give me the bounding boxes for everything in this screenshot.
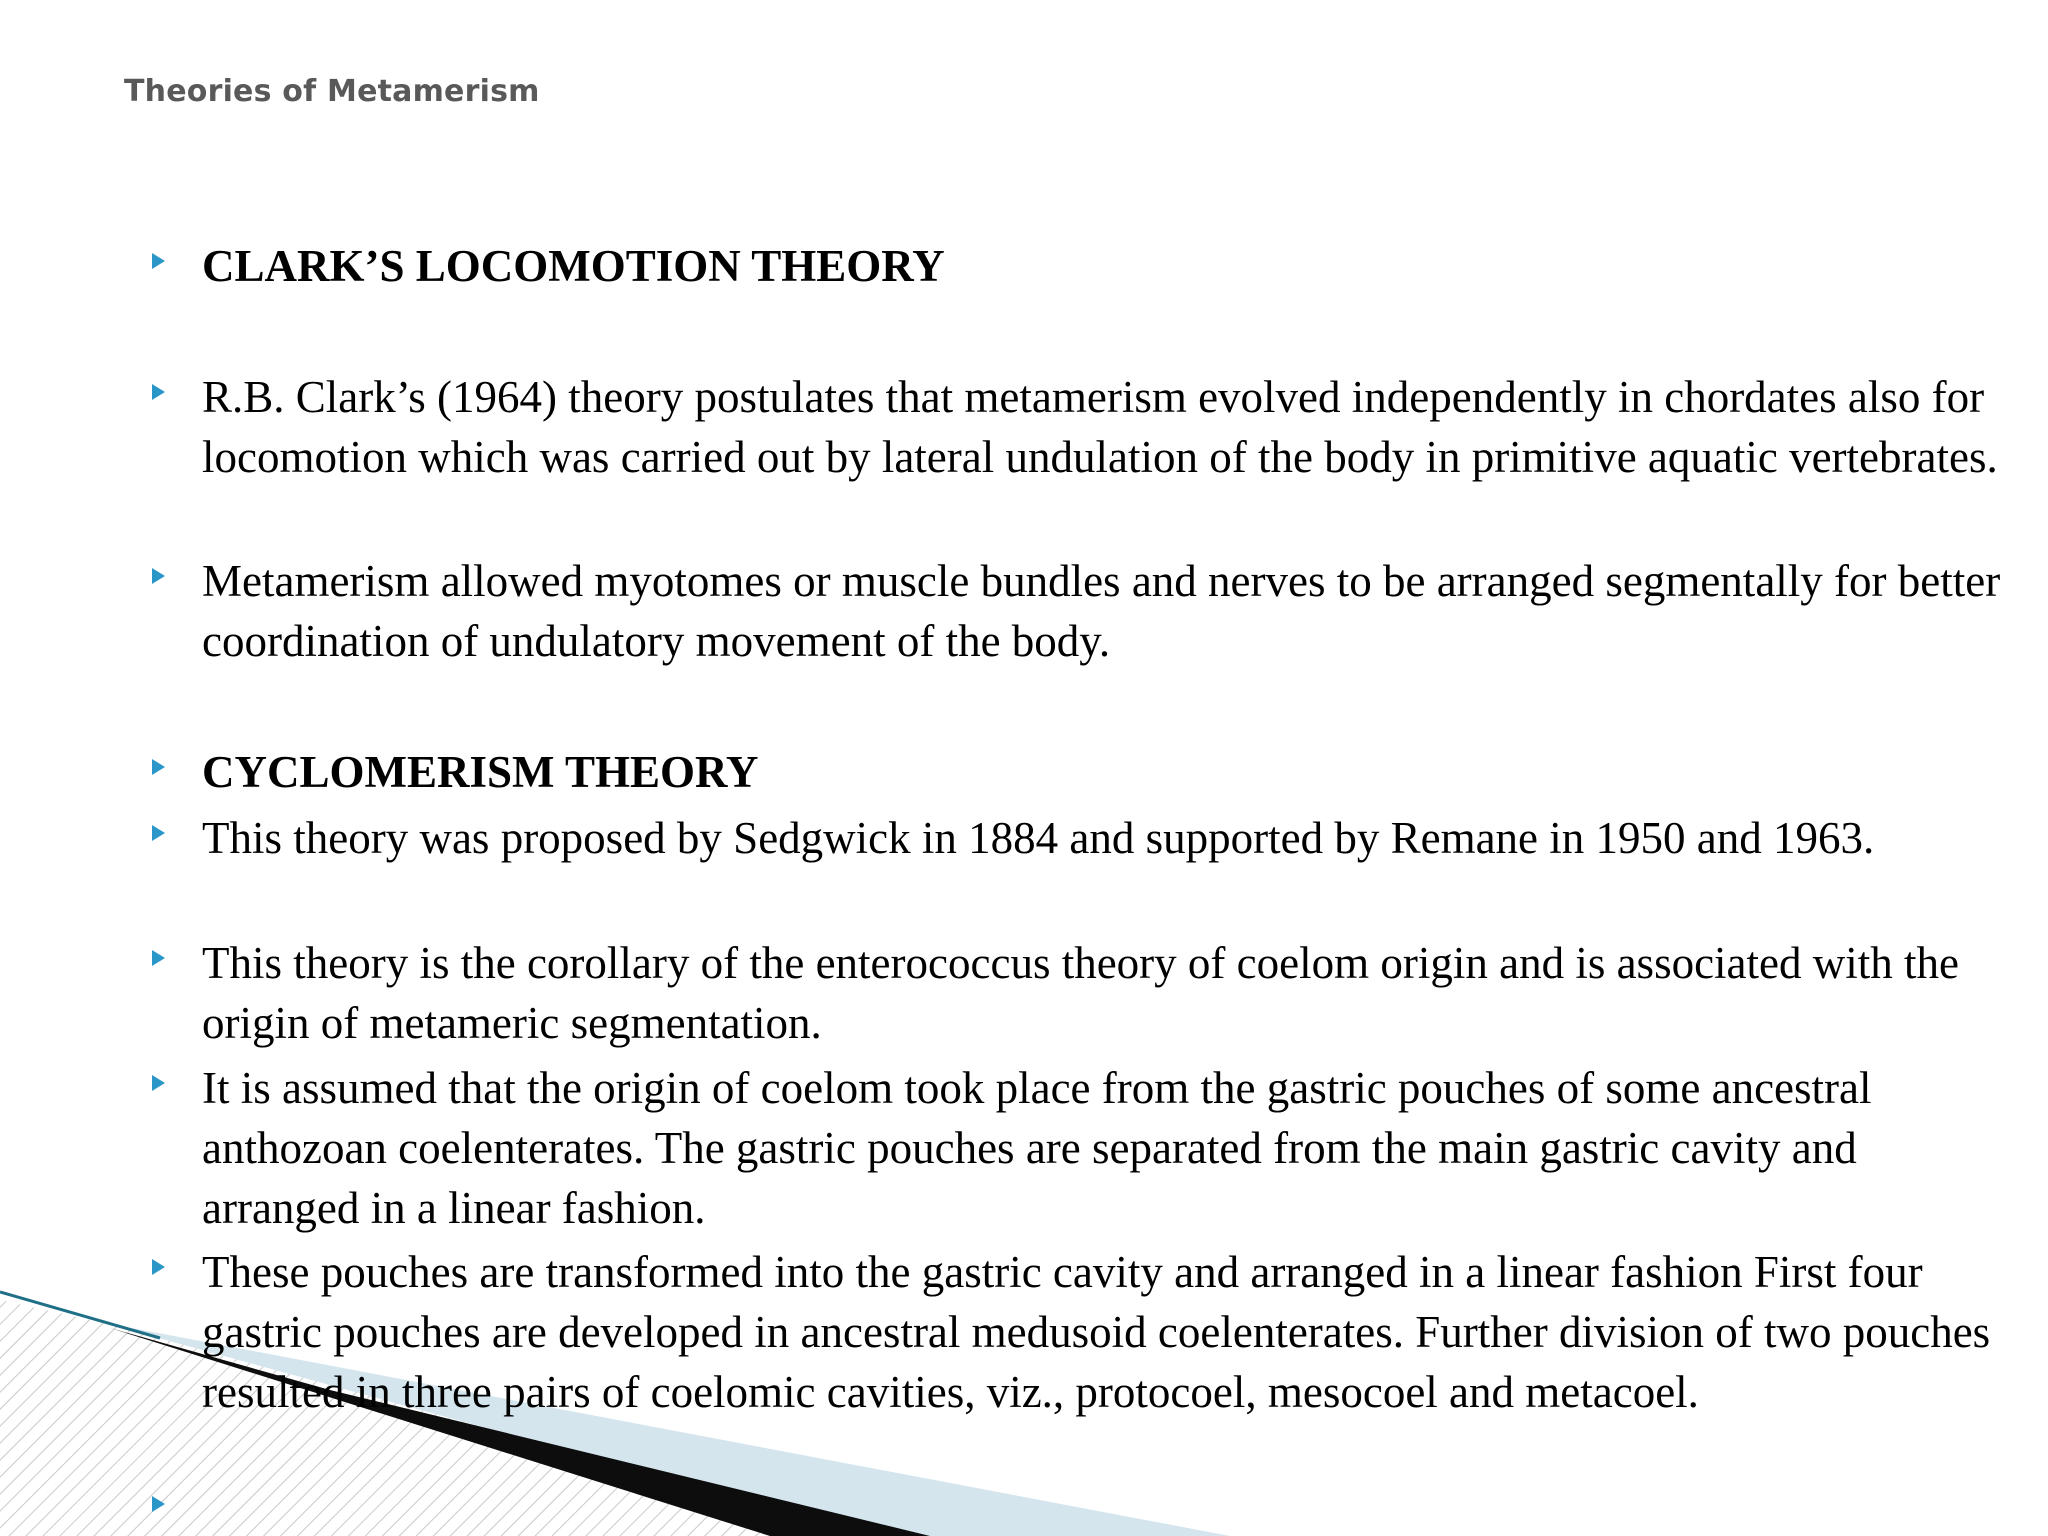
bullet-arrow-icon bbox=[152, 825, 165, 841]
bullet-arrow-icon bbox=[152, 1259, 165, 1275]
bullet-heading-cyclomerism: CYCLOMERISM THEORY bbox=[202, 747, 759, 797]
bullet-text: This theory is the corollary of the enterococcus theory of coelom origin and is associated with the origin of metameric segmentation. bbox=[202, 938, 1959, 1048]
bullet-arrow-icon bbox=[152, 759, 165, 775]
bullet-text: R.B. Clark’s (1964) theory postulates that metamerism evolved independently in chordates also for locomotion which was carried out by lateral undulation of the body in primitive aquatic vertebrates. bbox=[202, 372, 1998, 482]
bullet-arrow-icon bbox=[152, 1075, 165, 1091]
slide-title: Theories of Metamerism bbox=[124, 74, 540, 109]
bullet-arrow-icon bbox=[152, 568, 165, 584]
bullet-arrow-icon bbox=[152, 253, 165, 269]
bullet-text: It is assumed that the origin of coelom took place from the gastric pouches of some ancestral anthozoan coelenterates. The gastric pouches are separated from the main gastric cavity and arranged in a linear fashion. bbox=[202, 1063, 1872, 1233]
bullet-text: These pouches are transformed into the gastric cavity and arranged in a linear fashion First four gastric pouches are developed in ancestral medusoid coelenterates. Further division of two pouches resulted in three pairs of coelomic cavities, viz., protocoel, mesocoel and metacoel. bbox=[202, 1247, 1991, 1417]
bullet-arrow-icon bbox=[152, 1496, 165, 1512]
bullet-text: This theory was proposed by Sedgwick in 1884 and supported by Remane in 1950 and 1963. bbox=[202, 813, 1875, 863]
bullet-heading-clark: CLARK’S LOCOMOTION THEORY bbox=[202, 241, 945, 291]
bullet-list bbox=[140, 0, 2020, 1536]
bullet-text: Metamerism allowed myotomes or muscle bundles and nerves to be arranged segmentally for better coordination of undulatory movement of the body. bbox=[202, 556, 2001, 666]
bullet-arrow-icon bbox=[152, 384, 165, 400]
bullet-arrow-icon bbox=[152, 950, 165, 966]
